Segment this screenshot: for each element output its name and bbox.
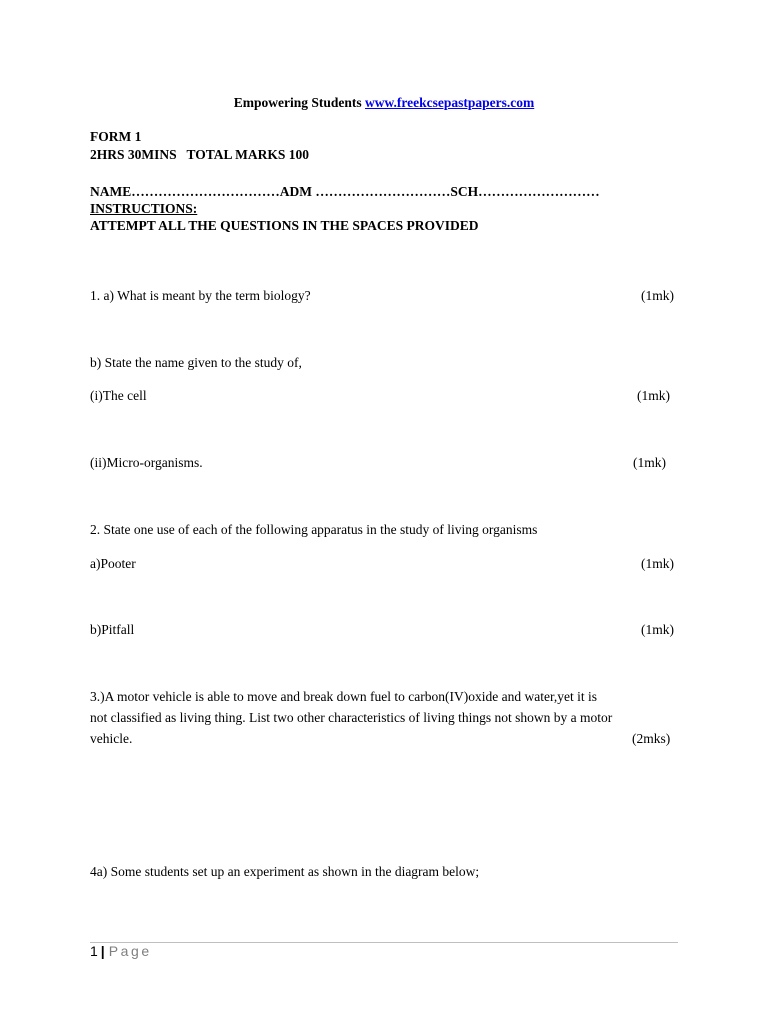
question-3-mark: (2mks) — [632, 731, 671, 746]
question-2a: a)Pooter — [90, 556, 136, 571]
footer-page-label: Page — [108, 943, 152, 959]
question-1a-mark: (1mk) — [641, 288, 674, 303]
question-4a: 4a) Some students set up an experiment as shown in the diagram below; — [90, 864, 480, 879]
header-prefix: Empowering Students — [233, 95, 366, 110]
question-1b-i: (i)The cell — [90, 388, 147, 403]
question-3-line3: vehicle. — [90, 731, 133, 746]
question-2a-mark: (1mk) — [641, 556, 674, 571]
page-header — [0, 95, 768, 111]
header-website-link[interactable]: www.freekcsepastpapers.com — [365, 95, 535, 110]
question-1b: b) State the name given to the study of, — [90, 355, 302, 370]
student-details-line: NAME……………………………ADM …………………………SCH……………………… — [90, 184, 600, 199]
question-1b-ii-mark: (1mk) — [633, 455, 666, 470]
footer-page-number: 1 — [90, 943, 98, 959]
duration-marks: 2HRS 30MINS TOTAL MARKS 100 — [90, 147, 310, 162]
question-2: 2. State one use of each of the following apparatus in the study of living organisms — [90, 522, 538, 537]
footer-separator: | — [100, 943, 105, 959]
question-2b: b)Pitfall — [90, 622, 135, 637]
question-1a: 1. a) What is meant by the term biology? — [90, 288, 311, 303]
instructions-text: ATTEMPT ALL THE QUESTIONS IN THE SPACES PROVIDED — [90, 218, 479, 233]
question-1b-i-mark: (1mk) — [637, 388, 670, 403]
instructions-heading: INSTRUCTIONS: — [90, 201, 198, 216]
question-2b-mark: (1mk) — [641, 622, 674, 637]
question-3-line2: not classified as living thing. List two other characteristics of living things not shown by a motor — [90, 710, 613, 725]
footer-divider — [90, 942, 678, 943]
question-1b-ii: (ii)Micro-organisms. — [90, 455, 203, 470]
form-label: FORM 1 — [90, 129, 142, 144]
question-3-line1: 3.)A motor vehicle is able to move and break down fuel to carbon(IV)oxide and water,yet it is — [90, 689, 598, 704]
page-footer — [90, 943, 152, 959]
